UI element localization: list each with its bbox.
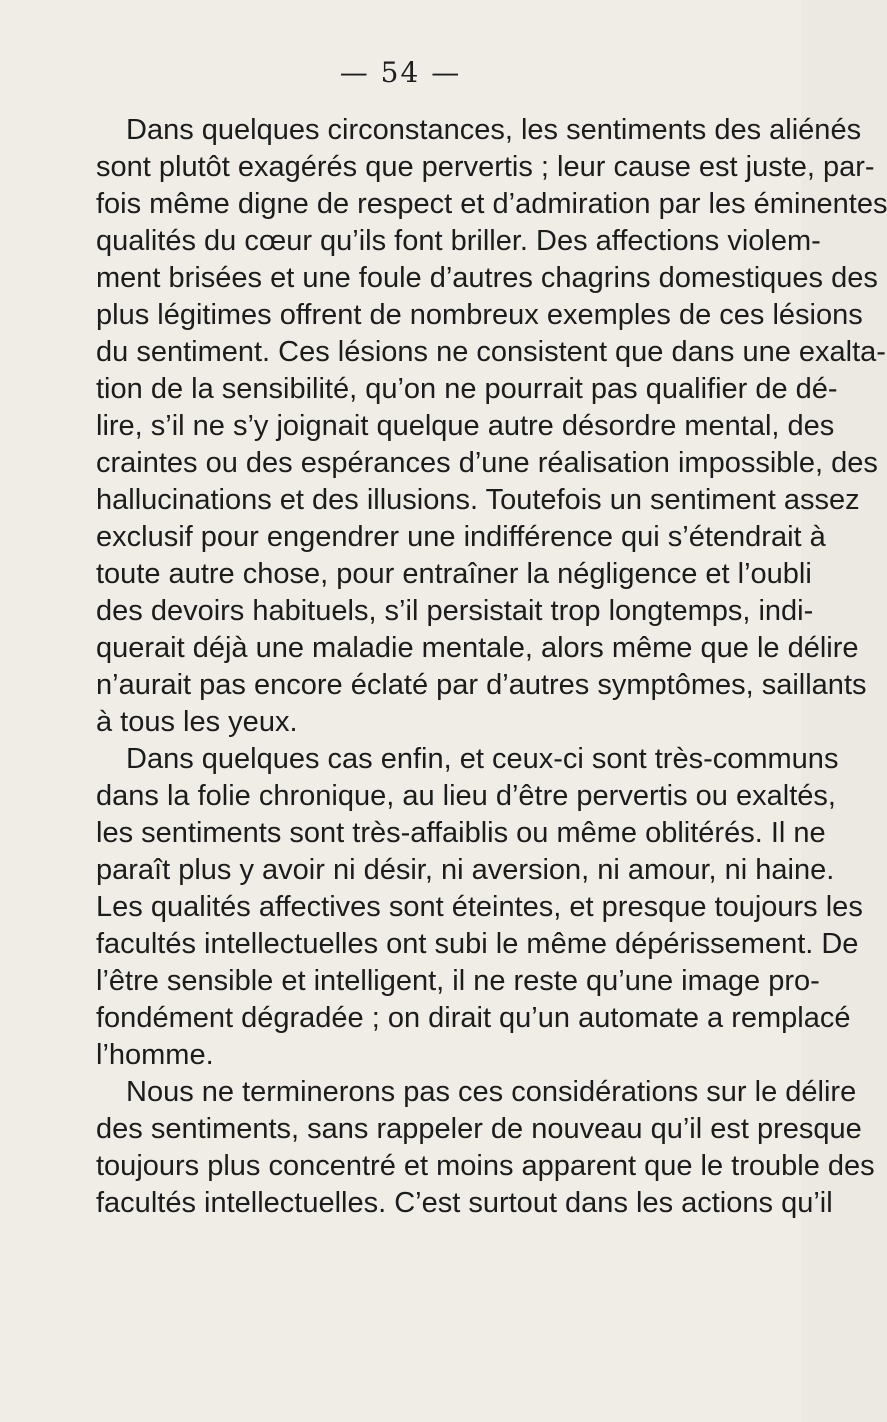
text-line: plus légitimes offrent de nombreux exemples de ces lésions — [96, 299, 863, 331]
text-line: paraît plus y avoir ni désir, ni aversion, ni amour, ni haine. — [96, 854, 835, 886]
text-line: qualités du cœur qu’ils font briller. Des affections violem- — [96, 225, 821, 257]
paragraph-3 — [96, 1074, 875, 1222]
text-line: ment brisées et une foule d’autres chagrins domestiques des — [96, 262, 878, 294]
text-line: les sentiments sont très-affaiblis ou même oblitérés. Il ne — [96, 817, 826, 849]
paragraph-1 — [96, 112, 887, 741]
text-line: fois même digne de respect et d’admiration par les éminentes — [96, 188, 887, 220]
paragraph-2 — [96, 741, 863, 1074]
text-line: toute autre chose, pour entraîner la négligence et l’oubli — [96, 558, 812, 590]
text-line: sont plutôt exagérés que pervertis ; leur cause est juste, par- — [96, 151, 875, 183]
text-line: à tous les yeux. — [96, 706, 298, 738]
text-line: fondément dégradée ; on dirait qu’un automate a remplacé — [96, 1002, 851, 1034]
text-line: des devoirs habituels, s’il persistait trop longtemps, indi- — [96, 595, 814, 627]
text-line: du sentiment. Ces lésions ne consistent que dans une exalta- — [96, 336, 886, 368]
text-line: dans la folie chronique, au lieu d’être pervertis ou exaltés, — [96, 780, 836, 812]
text-line: toujours plus concentré et moins apparent que le trouble des — [96, 1150, 875, 1182]
text-line: des sentiments, sans rappeler de nouveau qu’il est presque — [96, 1113, 862, 1145]
body-text — [96, 112, 887, 1222]
text-line: l’homme. — [96, 1039, 214, 1071]
text-line: hallucinations et des illusions. Toutefois un sentiment assez — [96, 484, 860, 516]
text-line: exclusif pour engendrer une indifférence qui s’étendrait à — [96, 521, 826, 553]
text-line: craintes ou des espérances d’une réalisation impossible, des — [96, 447, 878, 479]
text-line: Dans quelques cas enfin, et ceux-ci sont très-communs — [126, 743, 839, 775]
text-line: Nous ne terminerons pas ces considérations sur le délire — [126, 1076, 857, 1108]
page-number: — 54 — — [339, 56, 462, 89]
text-line: facultés intellectuelles. C’est surtout dans les actions qu’il — [96, 1187, 833, 1219]
text-line: Les qualités affectives sont éteintes, et presque toujours les — [96, 891, 863, 923]
text-line: querait déjà une maladie mentale, alors même que le délire — [96, 632, 859, 664]
text-line: n’aurait pas encore éclaté par d’autres symptômes, saillants — [96, 669, 867, 701]
text-line: facultés intellectuelles ont subi le même dépérissement. De — [96, 928, 859, 960]
text-line: tion de la sensibilité, qu’on ne pourrait pas qualifier de dé- — [96, 373, 838, 405]
text-line: Dans quelques circonstances, les sentiments des aliénés — [126, 114, 862, 146]
text-line: lire, s’il ne s’y joignait quelque autre désordre mental, des — [96, 410, 835, 442]
text-line: l’être sensible et intelligent, il ne reste qu’une image pro- — [96, 965, 820, 997]
